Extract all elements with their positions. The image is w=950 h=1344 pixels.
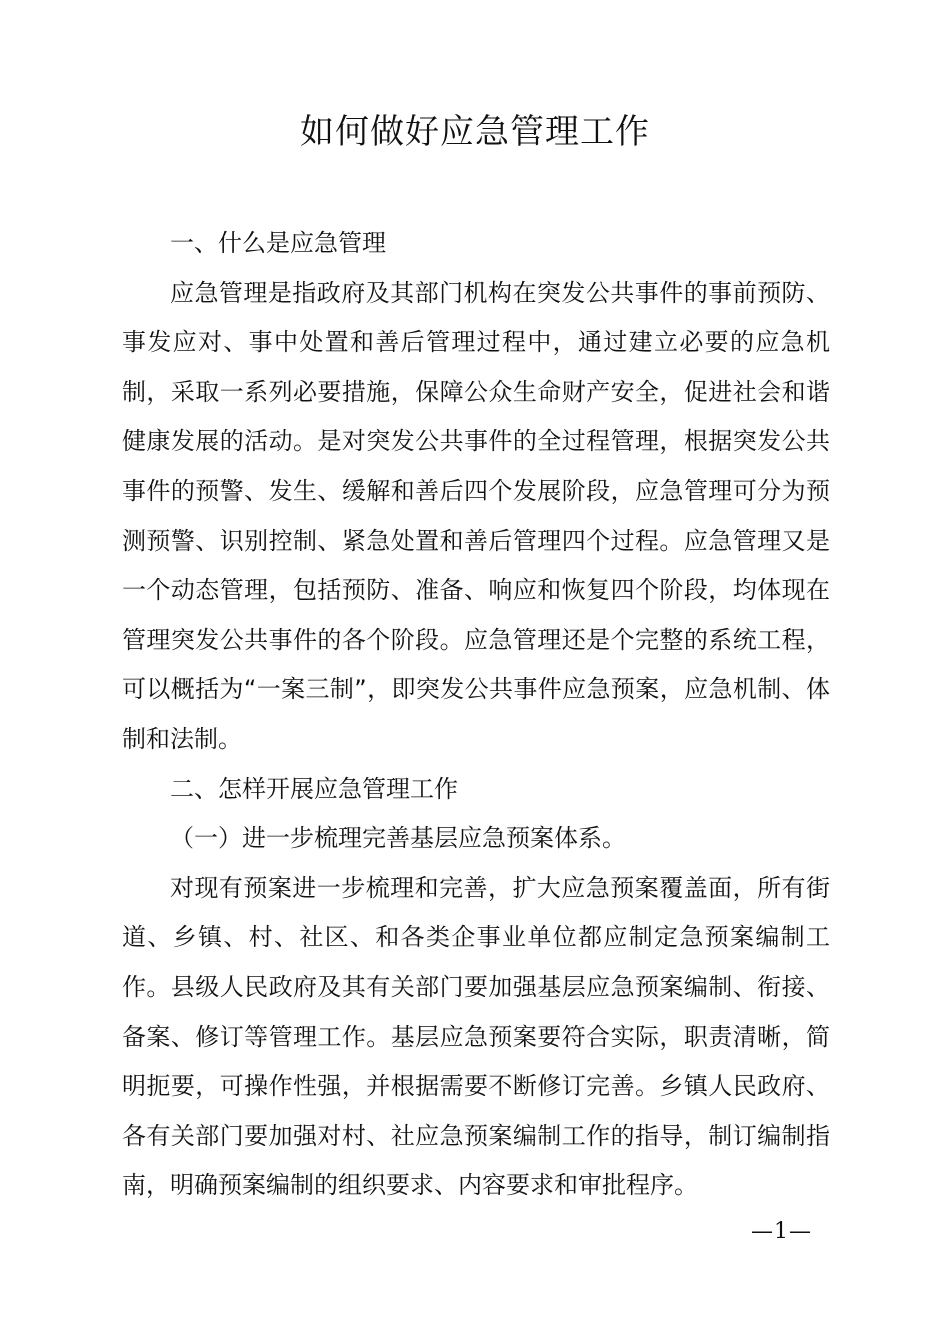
body-paragraph-plan-system: 对现有预案进一步梳理和完善，扩大应急预案覆盖面，所有街道、乡镇、村、社区、和各类企事业单位都应制定急预案编制工作。县级人民政府及其有关部门要加强基层应急预案编制、衔接、备案、修订等管理工作。基层应急预案要符合实际，职责清晰，简明扼要，可操作性强，并根据需要不断修订完善。乡镇人民政府、各有关部门要加强对村、社应急预案编制工作的指导，制订编制指南，明确预案编制的组织要求、内容要求和审批程序。 xyxy=(122,873,830,1200)
page-number: —1— xyxy=(751,1219,812,1244)
section-heading-1: 一、什么是应急管理 xyxy=(170,229,386,257)
document-title: 如何做好应急管理工作 xyxy=(300,112,650,152)
body-paragraph-definition: 应急管理是指政府及其部门机构在突发公共事件的事前预防、事发应对、事中处置和善后管理过程中，通过建立必要的应急机制，采取一系列必要措施，保障公众生命财产安全，促进社会和谐健康发展的活动。是对突发公共事件的全过程管理，根据突发公共事件的预警、发生、缓解和善后四个发展阶段，应急管理可分为预测预警、识别控制、紧急处置和善后管理四个过程。应急管理又是一个动态管理，包括预防、准备、响应和恢复四个阶段，均体现在管理突发公共事件的各个阶段。应急管理还是个完整的系统工程，可以概括为“一案三制”，即突发公共事件应急预案，应急机制、体制和法制。 xyxy=(122,278,830,753)
section-heading-2: 二、怎样开展应急管理工作 xyxy=(170,774,458,803)
subsection-heading-1: （一）进一步梳理完善基层应急预案体系。 xyxy=(170,824,626,853)
document-body xyxy=(122,219,830,1211)
